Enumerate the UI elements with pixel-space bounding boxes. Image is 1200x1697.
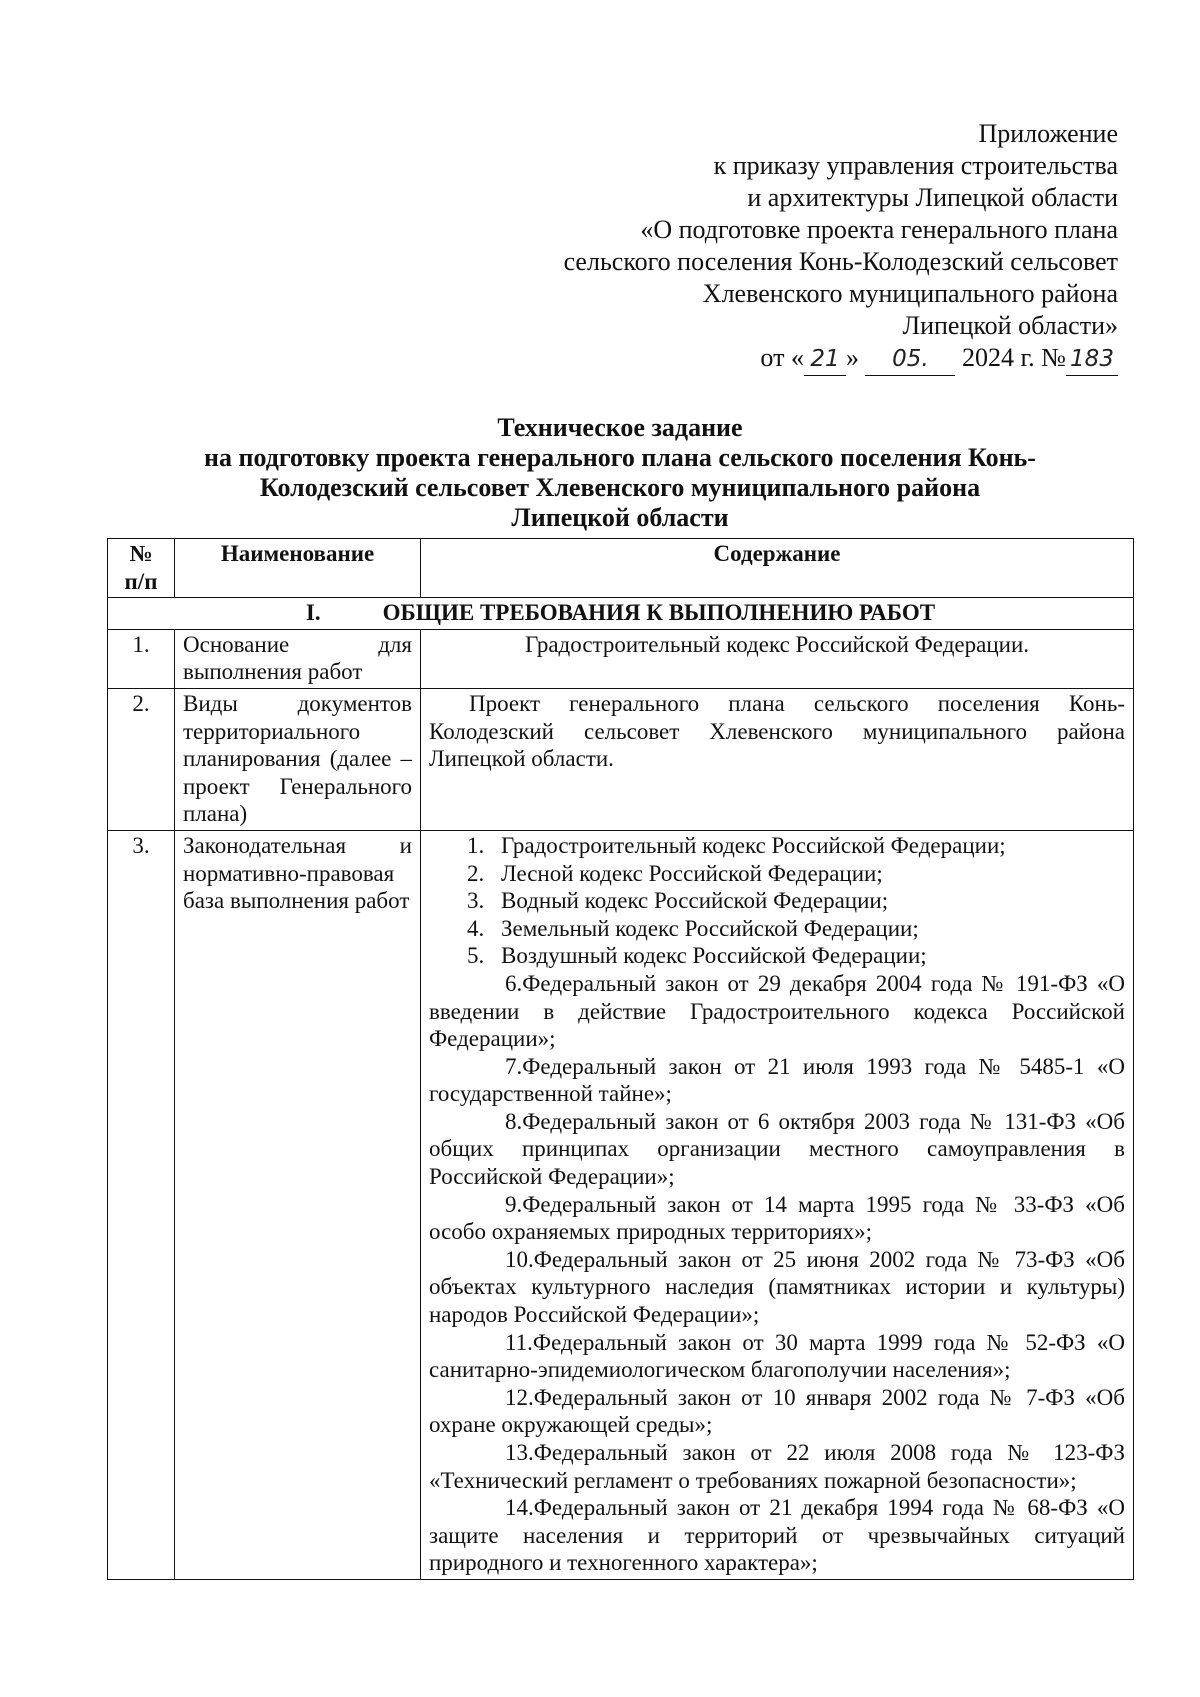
table-row [108, 830, 1134, 1579]
title-line: Липецкой области [511, 503, 729, 532]
row-name: Виды документов территориального планирования (далее – проект Генерального плана) [175, 688, 421, 830]
appendix-line: Липецкой области» [902, 311, 1118, 340]
handwritten-order-number: 183 [1066, 343, 1118, 376]
title-line: на подготовку проекта генерального плана сельского поселения Конь- [204, 443, 1036, 472]
handwritten-day: 21 [804, 343, 846, 376]
section-number: I. [305, 600, 321, 626]
appendix-line: к приказу управления строительства [713, 151, 1118, 180]
law-text: Градостроительный кодекс Российской Федерации; [501, 832, 1006, 858]
list-item [429, 1246, 1125, 1329]
document-title [108, 413, 1132, 533]
list-item [429, 1191, 1125, 1246]
law-number: 6. [505, 970, 523, 996]
section-row [108, 598, 1134, 630]
law-text: Федеральный закон от 29 декабря 2004 года № 191-ФЗ «О введении в действие Градостроительного кодекса Российской Федерации»; [429, 970, 1125, 1052]
list-item [429, 1329, 1125, 1384]
law-number: 1. [467, 832, 485, 858]
law-number: 3. [467, 888, 485, 914]
law-text: Федеральный закон от 10 января 2002 года № 7-ФЗ «Об охране окружающей среды»; [429, 1384, 1125, 1438]
date-prefix: от « [760, 343, 804, 372]
law-number: 11. [505, 1329, 533, 1355]
list-item [429, 1384, 1125, 1439]
law-text: Федеральный закон от 30 марта 1999 года № 52-ФЗ «О санитарно-эпидемиологическом благополучии населения»; [429, 1329, 1125, 1383]
law-number: 7. [505, 1053, 523, 1079]
law-number: 10. [505, 1246, 534, 1272]
table-row [108, 688, 1134, 830]
list-item [429, 887, 1125, 915]
law-text: Лесной кодекс Российской Федерации; [501, 860, 883, 886]
law-text: Воздушный кодекс Российской Федерации; [501, 943, 927, 969]
law-text: Федеральный закон от 21 июля 1993 года № 5485-1 «О государственной тайне»; [429, 1053, 1125, 1107]
handwritten-month: 05. [865, 343, 955, 376]
law-text: Водный кодекс Российской Федерации; [501, 888, 889, 914]
law-text: Федеральный закон от 25 июня 2002 года № 73-ФЗ «Об объектах культурного наследия (памятниках истории и культуры) народов Российской Федерации»; [429, 1246, 1125, 1328]
date-year: 2024 г. № [961, 343, 1066, 372]
header-name: Наименование [175, 539, 421, 598]
row-content: Проект генерального плана сельского поселения Конь-Колодезский сельсовет Хлевенского муниципального района Липецкой области. [421, 688, 1134, 830]
law-text: Федеральный закон от 14 марта 1995 года № 33-ФЗ «Об особо охраняемых природных территориях»; [429, 1191, 1125, 1245]
section-heading [108, 598, 1134, 630]
appendix-line: Приложение [978, 119, 1118, 148]
header-num [108, 539, 175, 598]
appendix-header [564, 118, 1118, 376]
law-text: Федеральный закон от 22 июля 2008 года № 123-ФЗ «Технический регламент о требованиях пожарной безопасности»; [429, 1440, 1125, 1493]
law-number: 4. [467, 915, 485, 941]
date-mid: » [845, 343, 859, 372]
list-item [429, 1108, 1125, 1191]
law-text: Федеральный закон от 21 декабря 1994 года № 68-ФЗ «О защите населения и территорий от чрезвычайных ситуаций природного и техногенного характера»; [429, 1495, 1125, 1576]
list-item [429, 1494, 1125, 1577]
list-item [429, 970, 1125, 1053]
header-num-line: № [129, 541, 153, 566]
row-content: Градостроительный кодекс Российской Федерации. [421, 629, 1134, 688]
row-number: 3. [108, 830, 175, 1579]
law-number: 13. [505, 1440, 534, 1465]
requirements-table [107, 538, 1134, 1580]
row-name: Основание для выполнения работ [175, 629, 421, 688]
appendix-line: «О подготовке проекта генерального плана [640, 215, 1118, 244]
law-number: 2. [467, 860, 485, 886]
law-number: 5. [467, 943, 485, 969]
title-line: Колодезский сельсовет Хлевенского муниципального района [259, 473, 981, 502]
law-text: Земельный кодекс Российской Федерации; [501, 915, 919, 941]
law-number: 8. [505, 1108, 523, 1134]
appendix-line: Хлевенского муниципального района [702, 279, 1118, 308]
law-number: 14. [505, 1495, 534, 1521]
list-item [429, 1053, 1125, 1108]
table-header-row [108, 539, 1134, 598]
header-content: Содержание [421, 539, 1134, 598]
list-item [429, 832, 1125, 860]
row-number: 1. [108, 629, 175, 688]
row-name: Законодательная и нормативно-правовая база выполнения работ [175, 830, 421, 1579]
list-item [429, 915, 1125, 943]
table-row [108, 629, 1134, 688]
header-num-line: п/п [124, 568, 158, 594]
row-content-law-list [421, 830, 1134, 1579]
order-date-line [564, 342, 1118, 376]
title-line: Техническое задание [497, 413, 743, 442]
list-item [429, 860, 1125, 888]
appendix-line: сельского поселения Конь-Колодезский сельсовет [563, 247, 1118, 276]
list-item [429, 1439, 1125, 1494]
section-title: ОБЩИЕ ТРЕБОВАНИЯ К ВЫПОЛНЕНИЮ РАБОТ [382, 600, 936, 626]
law-number: 9. [505, 1191, 523, 1217]
law-text: Федеральный закон от 6 октября 2003 года № 131-ФЗ «Об общих принципах организации местного самоуправления в Российской Федерации»; [429, 1108, 1125, 1190]
list-item [429, 942, 1125, 970]
appendix-line: и архитектуры Липецкой области [747, 183, 1118, 212]
row-number: 2. [108, 688, 175, 830]
law-number: 12. [505, 1384, 534, 1410]
